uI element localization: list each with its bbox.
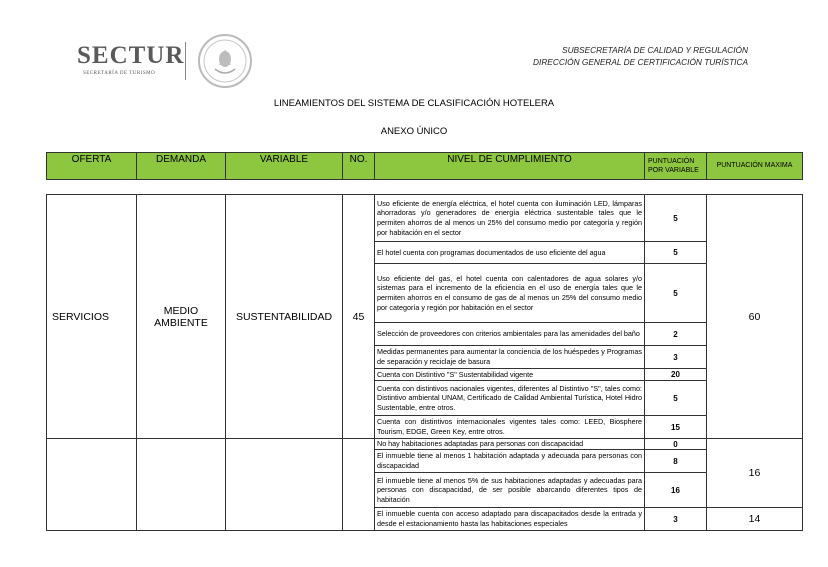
col-demanda: DEMANDA [137,153,226,180]
col-oferta: OFERTA [47,153,137,180]
criteria-table [46,194,803,531]
institution-header [533,44,748,68]
max-points-cell: 14 [707,508,803,531]
table-row [47,195,803,242]
requirement-text: Medidas permanentes para aumentar la conciencia de los huéspedes y Programas de separación y reciclaje de basura [375,346,645,369]
document-title: LINEAMIENTOS DEL SISTEMA DE CLASIFICACIÓN HOTELERA [273,98,555,109]
requirement-text: Cuenta con distintivos internacionales vigentes tales como: LEED, Biosphere Tourism, EDGE, Green Key, entre otros. [375,416,645,439]
oferta-cell-empty [47,439,137,531]
variable-cell-empty [226,439,343,531]
requirement-text: El inmueble tiene al menos 5% de sus habitaciones adaptadas y adecuadas para personas con discapacidad, de ser posible abarcando diferentes tipos de habitación [375,473,645,508]
points-cell: 3 [645,508,707,531]
table-row [47,439,803,450]
requirement-text: No hay habitaciones adaptadas para personas con discapacidad [375,439,645,450]
demanda-cell-empty [137,439,226,531]
requirement-text: Uso eficiente de energía eléctrica, el hotel cuenta con iluminación LED, lámparas ahorradoras y/o generadores de energía eléctrica sustentable tales que le permiten ahorros de al menos un 25% del consumo medio por categoría y región por habitación en el sector [375,195,645,242]
points-cell: 5 [645,195,707,242]
col-puntuacion-variable: PUNTUACIÓN POR VARIABLE [645,153,707,180]
requirement-text: El inmueble cuenta con acceso adaptado para discapacitados desde la entrada y desde el estacionamiento hasta las habitaciones especiales [375,508,645,531]
column-header-bar [46,152,803,180]
subsecretaria-label: SUBSECRETARÍA DE CALIDAD Y REGULACIÓN [562,45,748,55]
logo-text: SECTUR [77,42,185,69]
logo-divider [185,42,186,80]
points-cell: 5 [645,264,707,323]
points-cell: 15 [645,416,707,439]
points-cell: 3 [645,346,707,369]
points-cell: 8 [645,450,707,473]
document-subtitle: ANEXO ÚNICO [380,126,448,137]
points-cell: 0 [645,439,707,450]
points-cell: 20 [645,369,707,381]
points-cell: 5 [645,381,707,416]
requirement-text: Uso eficiente del gas, el hotel cuenta con calentadores de agua solares y/o sistemas para el incremento de la eficiencia en el uso de energía tales que le permiten ahorros en el consumo de gas de al menos un 25% del consumo medio por categoría y región por habitación en el sector [375,264,645,323]
requirement-text: El inmueble tiene al menos 1 habitación adaptada y adecuada para personas con discapacidad [375,450,645,473]
col-nivel: NIVEL DE CUMPLIMIENTO [375,153,645,180]
col-no: NO. [343,153,375,180]
points-cell: 2 [645,323,707,346]
sectur-logo [77,36,257,86]
requirement-text: Cuenta con distintivos nacionales vigentes, diferentes al Distintivo "S", tales como: Distintivo ambiental UNAM, Certificado de Calidad Ambiental Turística, Hotel Hidro Sustentable, entre otros. [375,381,645,416]
no-cell: 45 [343,195,375,439]
requirement-text: Cuenta con Distintivo "S" Sustentabilidad vigente [375,369,645,381]
col-variable: VARIABLE [226,153,343,180]
no-cell-empty [343,439,375,531]
oferta-cell: SERVICIOS [47,195,137,439]
points-cell: 16 [645,473,707,508]
logo-subtext: SECRETARÍA DE TURISMO [83,71,156,76]
col-puntuacion-maxima: PUNTUACIÓN MAXIMA [707,153,803,180]
requirement-text: El hotel cuenta con programas documentados de uso eficiente del agua [375,242,645,264]
max-points-cell: 60 [707,195,803,439]
variable-cell: SUSTENTABILIDAD [226,195,343,439]
points-cell: 5 [645,242,707,264]
demanda-cell: MEDIO AMBIENTE [137,195,226,439]
coat-of-arms-icon [197,33,253,89]
requirement-text: Selección de proveedores con criterios ambientales para las amenidades del baño [375,323,645,346]
max-points-cell: 16 [707,439,803,508]
direccion-label: DIRECCIÓN GENERAL DE CERTIFICACIÓN TURÍSTICA [533,57,748,67]
